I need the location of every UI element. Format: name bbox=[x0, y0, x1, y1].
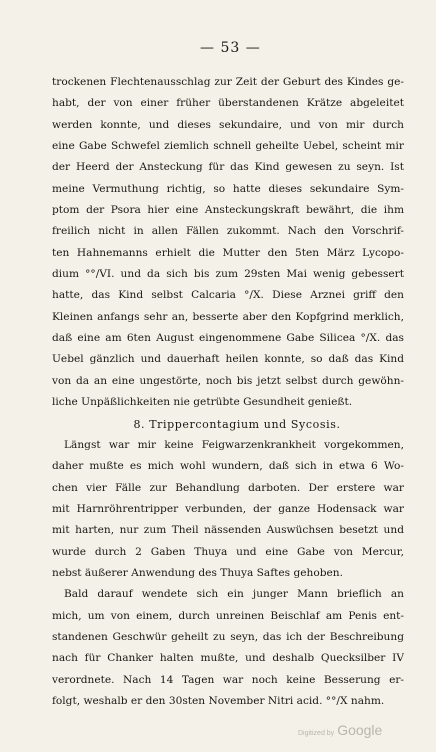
text-line: von da an eine ungestörte, noch bis jetzt selbst durch gewöhn- bbox=[52, 374, 404, 387]
text-line: folgt, weshalb er den 30sten November Nitri acid. °°/X nahm. bbox=[52, 694, 385, 707]
page-number: — 53 — bbox=[200, 40, 261, 56]
text-line: mit harten, nur zum Theil nässenden Auswüchsen besetzt und bbox=[52, 524, 404, 537]
text-line: Längst war mir keine Feigwarzenkrankheit vorgekommen, bbox=[64, 438, 404, 451]
page-body bbox=[52, 72, 404, 712]
section-heading: 8. Trippercontagium und Sycosis. bbox=[133, 417, 341, 431]
text-line: chen vier Fälle zur Behandlung darboten. Der erstere war bbox=[52, 481, 404, 494]
text-line: ten Hahnemanns erhielt die Mutter den 5ten März Lycopo- bbox=[52, 246, 404, 259]
text-line: mit Harnröhrentripper verbunden, der ganze Hodensack war bbox=[52, 502, 404, 515]
text-line: nach für Chanker halten mußte, und deshalb Quecksilber IV bbox=[52, 652, 404, 665]
text-line: Bald darauf wendete sich ein junger Mann brieflich an bbox=[64, 588, 404, 601]
digitized-watermark bbox=[298, 722, 382, 740]
text-line: standenen Geschwür geheilt zu seyn, das ich der Beschreibung bbox=[52, 630, 404, 643]
text-line: verordnete. Nach 14 Tagen war noch keine Besserung er- bbox=[52, 673, 404, 686]
text-line: daher mußte es mich wohl wundern, daß sich in etwa 6 Wo- bbox=[52, 460, 404, 473]
text-line: habt, der von einer früher überstandenen Krätze abgeleitet bbox=[52, 97, 404, 110]
text-line: trockenen Flechtenausschlag zur Zeit der Geburt des Kindes ge- bbox=[52, 76, 404, 88]
text-line: daß eine am 6ten August eingenommene Gabe Silicea °/X. das bbox=[52, 332, 404, 345]
text-line: werden konnte, und dieses sekundaire, und von mir durch bbox=[52, 118, 404, 131]
text-line: mich, um von einem, durch unreinen Beischlaf am Penis ent- bbox=[52, 609, 404, 622]
text-line: dium °°/VI. und da sich bis zum 29sten Mai wenig gebessert bbox=[52, 268, 404, 281]
text-line: eine Gabe Schwefel ziemlich schnell geheilte Uebel, scheint mir bbox=[52, 140, 404, 153]
text-line: hatte, das Kind selbst Calcaria °/X. Diese Arznei griff den bbox=[52, 289, 404, 302]
google-logo-text: Google bbox=[337, 722, 383, 738]
watermark-prefix: Digitized by bbox=[298, 730, 335, 737]
text-line: freilich nicht in allen Fällen zukommt. Nach den Vorschrif- bbox=[52, 225, 404, 238]
text-line: nebst äußerer Anwendung des Thuya Saftes gehoben. bbox=[52, 566, 343, 579]
text-line: Uebel gänzlich und dauerhaft heilen konnte, so daß das Kind bbox=[52, 353, 404, 366]
text-line: liche Unpäßlichkeiten nie getrübte Gesundheit genießt. bbox=[52, 396, 353, 409]
text-line: meine Vermuthung richtig, so hatte dieses sekundaire Sym- bbox=[52, 182, 404, 195]
text-line: Kleinen anfangs sehr an, besserte aber den Kopfgrind merklich, bbox=[52, 310, 404, 323]
text-line: wurde durch 2 Gaben Thuya und eine Gabe von Mercur, bbox=[52, 545, 404, 558]
text-line: der Heerd der Ansteckung für das Kind gewesen zu seyn. Ist bbox=[52, 161, 404, 174]
text-line: ptom der Psora hier eine Ansteckungskraft bewährt, die ihm bbox=[52, 204, 404, 217]
